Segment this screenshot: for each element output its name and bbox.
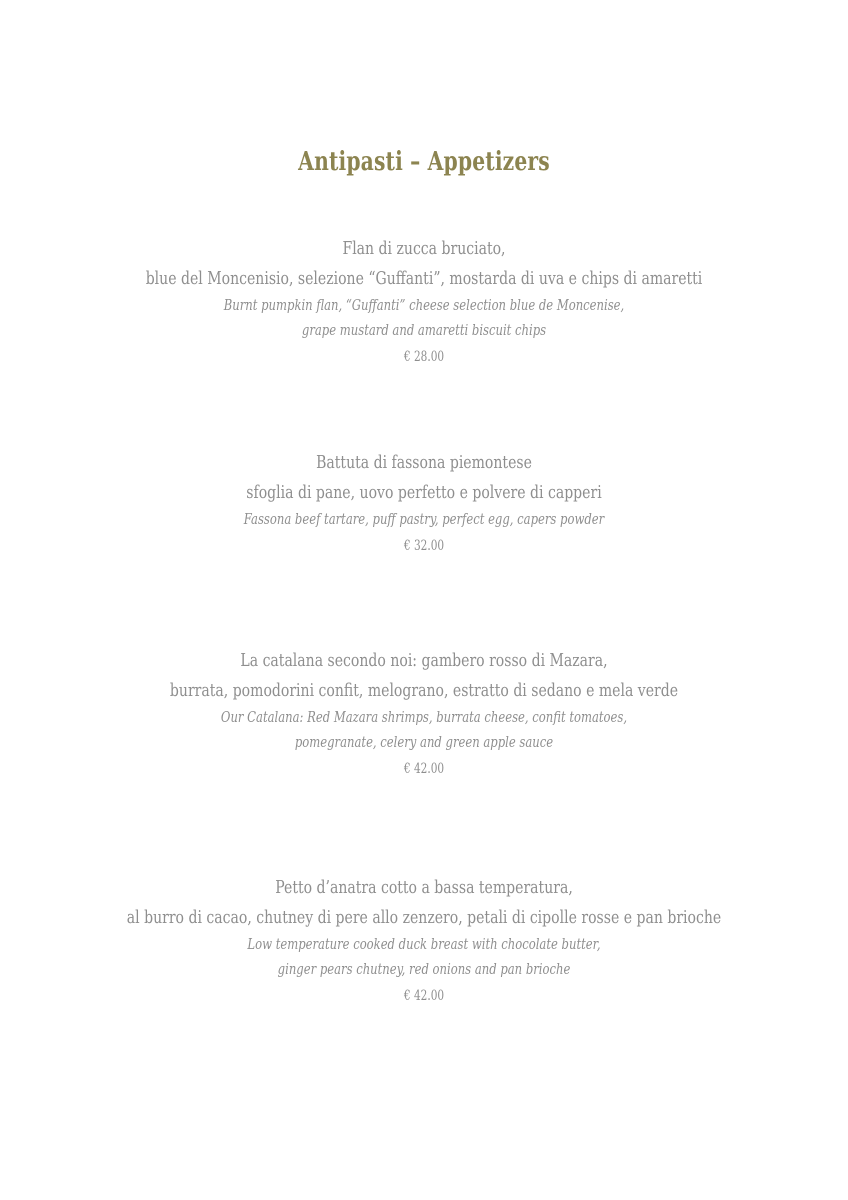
dish-italian-line: sfoglia di pane, uovo perfetto e polvere di capperi (246, 482, 602, 503)
menu-section-title: Antipasti – Appetizers (298, 147, 550, 177)
dish-english-line: pomegranate, celery and green apple sauce (294, 735, 554, 751)
dish-english-line: grape mustard and amaretti biscuit chips (301, 323, 547, 339)
dish-price: € 32.00 (403, 538, 445, 554)
dish-english-line: Fassona beef tartare, puff pastry, perfect egg, capers powder (243, 512, 605, 528)
dish-italian-line: Flan di zucca bruciato, (342, 238, 506, 259)
dish-price: € 42.00 (403, 761, 445, 777)
dish-italian-line: burrata, pomodorini confit, melograno, estratto di sedano e mela verde (169, 680, 679, 701)
dish-italian-line: Petto d’anatra cotto a bassa temperatura, (275, 877, 573, 898)
dish-english-line: Our Catalana: Red Mazara shrimps, burrata cheese, confit tomatoes, (220, 710, 628, 726)
menu-item-fassona-tartare (0, 448, 848, 559)
menu-item-duck-breast (0, 873, 848, 1009)
dish-italian-line: La catalana secondo noi: gambero rosso di Mazara, (240, 650, 608, 671)
dish-italian-line: Battuta di fassona piemontese (316, 452, 532, 473)
dish-english-line: Low temperature cooked duck breast with chocolate butter, (247, 937, 601, 953)
dish-italian-line: al burro di cacao, chutney di pere allo zenzero, petali di cipolle rosse e pan brioche (126, 907, 722, 928)
dish-english-line: ginger pears chutney, red onions and pan brioche (277, 962, 571, 978)
dish-english-line: Burnt pumpkin flan, “Guffanti” cheese selection blue de Moncenise, (223, 298, 625, 314)
dish-italian-line: blue del Moncenisio, selezione “Guffanti”, mostarda di uva e chips di amaretti (145, 268, 703, 289)
menu-item-catalana (0, 646, 848, 782)
menu-item-pumpkin-flan (0, 234, 848, 370)
dish-price: € 28.00 (403, 349, 445, 365)
dish-price: € 42.00 (403, 988, 445, 1004)
